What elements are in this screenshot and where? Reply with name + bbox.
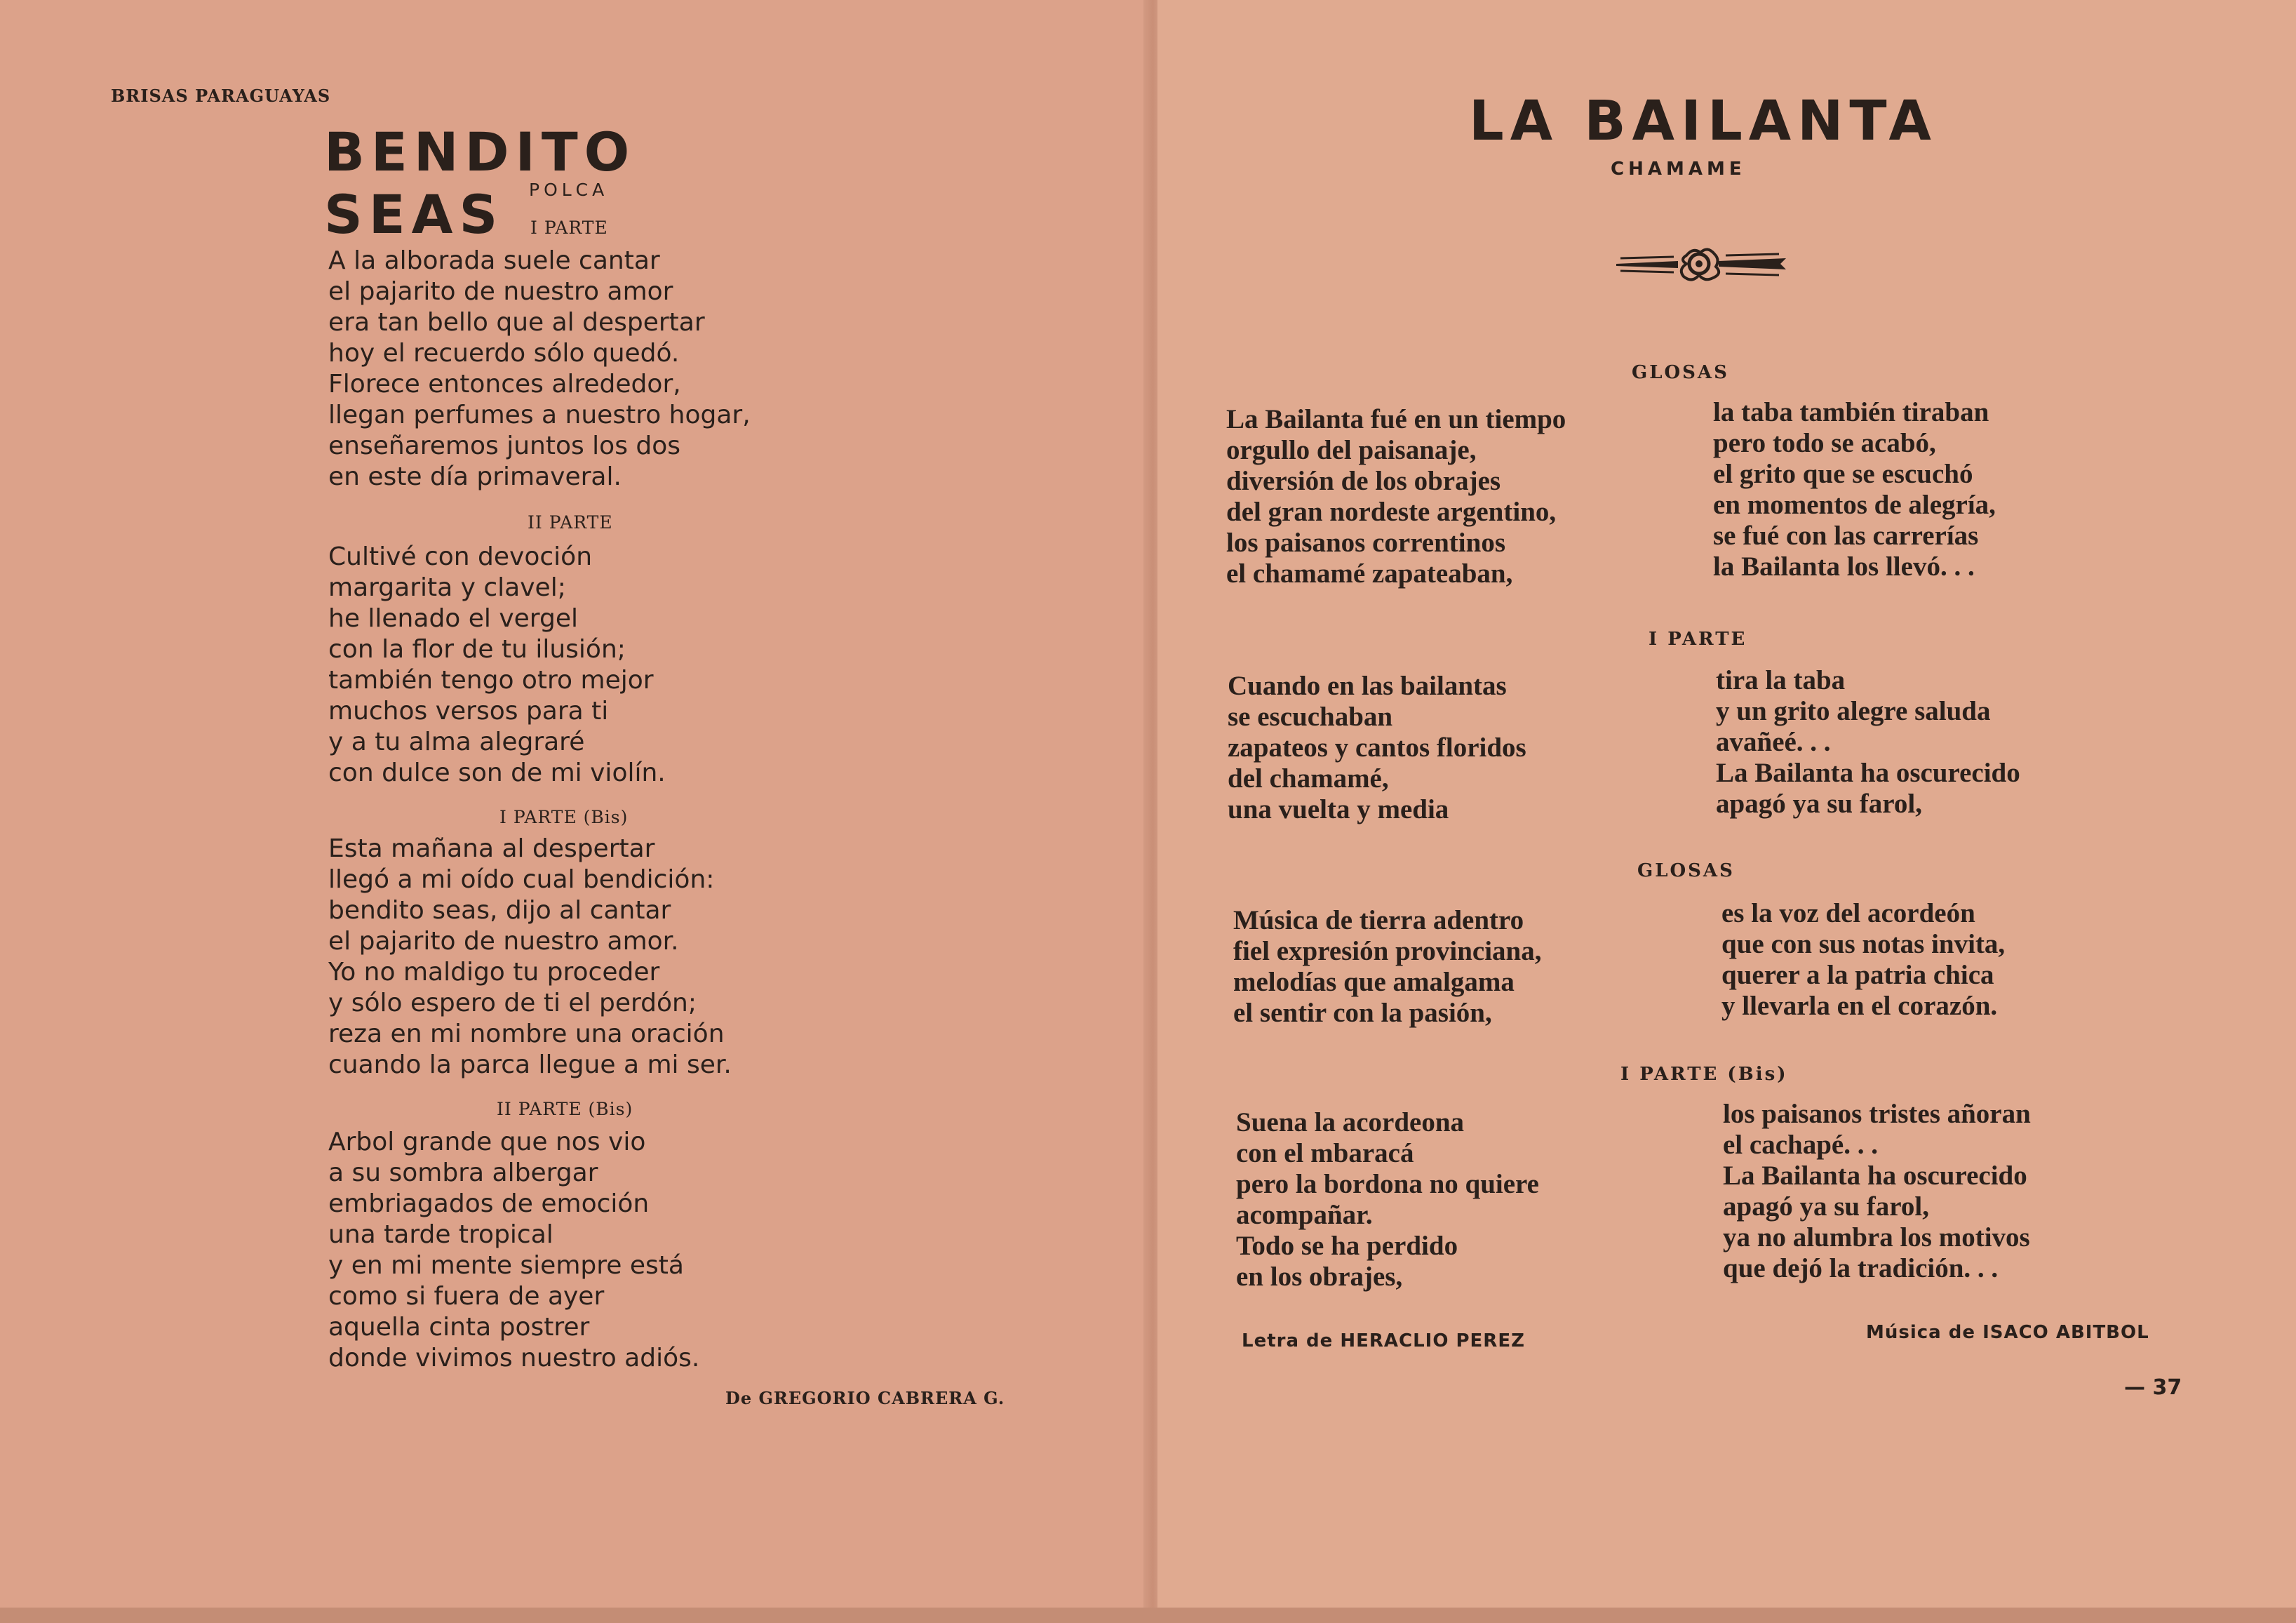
lyrics-credit: Letra de HERACLIO PEREZ — [1242, 1330, 1525, 1351]
verse-line: La Bailanta fué en un tiempo — [1226, 404, 1566, 434]
author-credit: De GREGORIO CABRERA G. — [725, 1388, 1005, 1408]
music-credit: Música de ISACO ABITBOL — [1866, 1322, 2149, 1343]
verse-line: el pajarito de nuestro amor. — [328, 927, 679, 956]
verse-line: con el mbaracá — [1236, 1138, 1414, 1168]
verse-line: La Bailanta ha oscurecido — [1723, 1161, 2027, 1191]
verse-line: cuando la parca llegue a mi ser. — [328, 1050, 732, 1079]
verse-line: con la flor de tu ilusión; — [328, 635, 626, 664]
section-label: I PARTE — [530, 218, 608, 238]
verse-line: llegan perfumes a nuestro hogar, — [328, 401, 751, 429]
verse-line: que dejó la tradición. . . — [1723, 1253, 1999, 1283]
verse-line: en este día primaveral. — [328, 462, 622, 491]
verse-line: y a tu alma alegraré — [328, 728, 585, 756]
verse-line: el cachapé. . . — [1723, 1130, 1878, 1160]
verse-line: fiel expresión provinciana, — [1233, 936, 1542, 966]
verse-line: A la alborada suele cantar — [328, 246, 660, 275]
song-title-right: LA BAILANTA — [1469, 90, 1938, 153]
verse-line: como si fuera de ayer — [328, 1282, 605, 1311]
verse-block-left-column — [1233, 905, 1542, 1029]
running-head: BRISAS PARAGUAYAS — [111, 86, 331, 106]
verse-line: bendito seas, dijo al cantar — [328, 896, 671, 925]
page-number: — 37 — [2124, 1375, 2182, 1400]
verse-line: se escuchaban — [1228, 702, 1393, 732]
verse-line: Yo no maldigo tu proceder — [328, 958, 660, 987]
verse-line: enseñaremos juntos los dos — [328, 432, 681, 460]
verse-line: una vuelta y media — [1228, 794, 1449, 824]
verse-line: melodías que amalgama — [1233, 967, 1515, 997]
section-label: GLOSAS — [1632, 362, 1729, 383]
verse-line: apagó ya su farol, — [1723, 1191, 1929, 1222]
section-label: II PARTE — [528, 512, 613, 533]
verse-line: que con sus notas invita, — [1721, 929, 2006, 959]
verse-line: Florece entonces alrededor, — [328, 370, 681, 399]
verse-line: llegó a mi oído cual bendición: — [328, 865, 715, 894]
verse-line: era tan bello que al despertar — [328, 308, 705, 337]
verse-line: en momentos de alegría, — [1713, 490, 1996, 520]
verse-block-right-column — [1721, 898, 2005, 1022]
verse-line: La Bailanta ha oscurecido — [1716, 758, 2020, 788]
verse-line: Cuando en las bailantas — [1228, 671, 1507, 701]
verse-block — [328, 246, 751, 493]
verse-line: acompañar. — [1236, 1200, 1373, 1230]
song-genre-right: CHAMAME — [1611, 159, 1746, 180]
verse-block-left-column — [1226, 404, 1566, 589]
verse-line: el grito que se escuchó — [1713, 459, 1973, 489]
verse-line: también tengo otro mejor — [328, 666, 654, 695]
verse-line: Suena la acordeona — [1236, 1107, 1465, 1137]
verse-line: muchos versos para ti — [328, 697, 609, 726]
song-title-left: BENDITO SEAS — [324, 121, 636, 246]
verse-line: avañeé. . . — [1716, 727, 1831, 757]
verse-line: y llevarla en el corazón. — [1721, 991, 1998, 1021]
section-label: I PARTE (Bis) — [1620, 1064, 1788, 1085]
verse-line: los paisanos correntinos — [1226, 528, 1505, 558]
verse-block — [328, 1127, 699, 1374]
verse-line: los paisanos tristes añoran — [1723, 1099, 2031, 1129]
verse-line: embriagados de emoción — [328, 1189, 650, 1218]
verse-line: tira la taba — [1716, 665, 1846, 695]
verse-block — [328, 834, 732, 1081]
verse-line: a su sombra albergar — [328, 1158, 598, 1187]
verse-line: en los obrajes, — [1236, 1262, 1403, 1292]
verse-line: la Bailanta los llevó. . . — [1713, 552, 1975, 582]
verse-line: una tarde tropical — [328, 1220, 553, 1249]
verse-block-right-column — [1723, 1099, 2031, 1284]
section-label: II PARTE (Bis) — [497, 1099, 633, 1119]
verse-line: Todo se ha perdido — [1236, 1231, 1458, 1261]
verse-line: el pajarito de nuestro amor — [328, 277, 673, 306]
verse-line: pero la bordona no quiere — [1236, 1169, 1539, 1199]
verse-line: Esta mañana al despertar — [328, 834, 655, 863]
verse-block — [328, 542, 666, 789]
ornament-icon — [1613, 243, 1789, 286]
page-bottom-edge — [0, 1608, 2296, 1623]
song-genre-left: POLCA — [529, 180, 609, 200]
verse-line: diversión de los obrajes — [1226, 466, 1501, 496]
verse-line: apagó ya su farol, — [1716, 789, 1922, 819]
verse-block-left-column — [1228, 671, 1526, 825]
verse-line: se fué con las carrerías — [1713, 521, 1979, 551]
verse-line: y sólo espero de ti el perdón; — [328, 989, 697, 1017]
verse-line: con dulce son de mi violín. — [328, 759, 666, 787]
verse-line: hoy el recuerdo sólo quedó. — [328, 339, 680, 368]
verse-line: Arbol grande que nos vio — [328, 1128, 646, 1156]
verse-line: el chamamé zapateaban, — [1226, 559, 1513, 589]
verse-line: del chamamé, — [1228, 763, 1389, 794]
verse-line: es la voz del acordeón — [1721, 898, 1975, 928]
verse-line: y en mi mente siempre está — [328, 1251, 684, 1280]
verse-line: he llenado el vergel — [328, 604, 578, 633]
verse-line: reza en mi nombre una oración — [328, 1020, 725, 1048]
verse-block-right-column — [1716, 665, 2020, 820]
verse-line: ya no alumbra los motivos — [1723, 1222, 2030, 1253]
verse-block-right-column — [1713, 397, 1996, 582]
section-label: GLOSAS — [1637, 860, 1735, 881]
verse-line: el sentir con la pasión, — [1233, 998, 1492, 1028]
verse-line: del gran nordeste argentino, — [1226, 497, 1557, 527]
verse-line: y un grito alegre saluda — [1716, 696, 1991, 726]
section-label: I PARTE (Bis) — [499, 807, 629, 827]
verse-line: Música de tierra adentro — [1233, 905, 1524, 935]
verse-line: Cultivé con devoción — [328, 542, 593, 571]
verse-line: orgullo del paisanaje, — [1226, 435, 1477, 465]
verse-line: querer a la patria chica — [1721, 960, 1994, 990]
verse-line: aquella cinta postrer — [328, 1313, 590, 1342]
verse-line: zapateos y cantos floridos — [1228, 733, 1526, 763]
verse-line: margarita y clavel; — [328, 573, 566, 602]
verse-block-left-column — [1236, 1107, 1539, 1293]
verse-line: la taba también tiraban — [1713, 397, 1989, 427]
verse-line: donde vivimos nuestro adiós. — [328, 1344, 700, 1372]
verse-line: pero todo se acabó, — [1713, 428, 1936, 458]
section-label: I PARTE — [1649, 629, 1747, 650]
